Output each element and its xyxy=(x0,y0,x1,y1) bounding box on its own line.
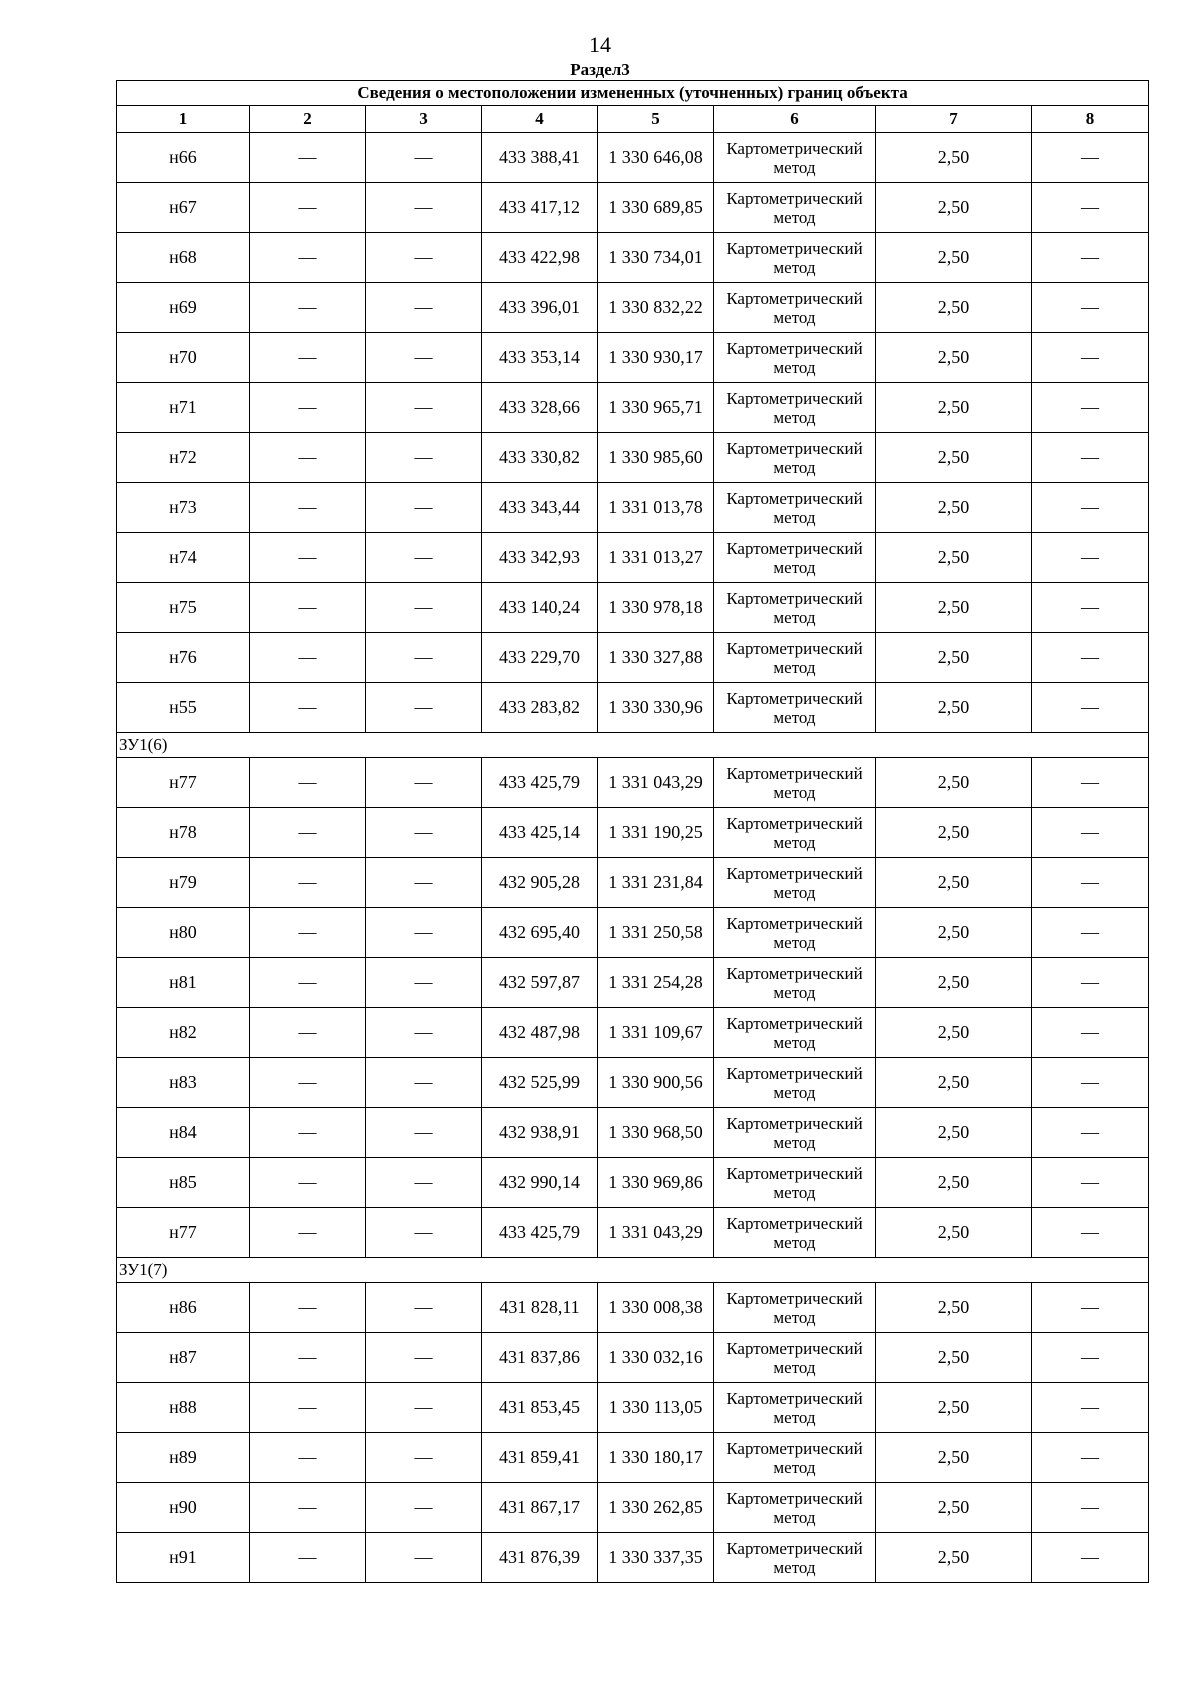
column-header: 8 xyxy=(1032,106,1149,133)
col2-cell: — xyxy=(250,1483,366,1533)
method-cell: Картометрический метод xyxy=(714,533,876,583)
method-cell: Картометрический метод xyxy=(714,1333,876,1383)
col2-cell: — xyxy=(250,1008,366,1058)
col8-cell: — xyxy=(1032,133,1149,183)
col8-cell: — xyxy=(1032,1383,1149,1433)
col8-cell: — xyxy=(1032,908,1149,958)
col8-cell: — xyxy=(1032,1433,1149,1483)
method-cell: Картометрический метод xyxy=(714,1383,876,1433)
y-coordinate-cell: 1 330 900,56 xyxy=(598,1058,714,1108)
y-coordinate-cell: 1 330 985,60 xyxy=(598,433,714,483)
col8-cell: — xyxy=(1032,1283,1149,1333)
y-coordinate-cell: 1 330 337,35 xyxy=(598,1533,714,1583)
col3-cell: — xyxy=(366,1158,482,1208)
x-coordinate-cell: 433 425,14 xyxy=(482,808,598,858)
y-coordinate-cell: 1 330 930,17 xyxy=(598,333,714,383)
point-name-cell: н91 xyxy=(117,1533,250,1583)
col8-cell: — xyxy=(1032,958,1149,1008)
table-row xyxy=(117,1433,1149,1483)
y-coordinate-cell: 1 331 250,58 xyxy=(598,908,714,958)
accuracy-cell: 2,50 xyxy=(876,1158,1032,1208)
method-cell: Картометрический метод xyxy=(714,758,876,808)
col2-cell: — xyxy=(250,808,366,858)
y-coordinate-cell: 1 330 978,18 xyxy=(598,583,714,633)
col2-cell: — xyxy=(250,758,366,808)
table-row xyxy=(117,533,1149,583)
x-coordinate-cell: 433 343,44 xyxy=(482,483,598,533)
method-cell: Картометрический метод xyxy=(714,1058,876,1108)
table-row xyxy=(117,433,1149,483)
col8-cell: — xyxy=(1032,1158,1149,1208)
column-header: 7 xyxy=(876,106,1032,133)
column-header: 2 xyxy=(250,106,366,133)
col2-cell: — xyxy=(250,908,366,958)
point-name-cell: н79 xyxy=(117,858,250,908)
y-coordinate-cell: 1 330 113,05 xyxy=(598,1383,714,1433)
accuracy-cell: 2,50 xyxy=(876,233,1032,283)
col3-cell: — xyxy=(366,958,482,1008)
col3-cell: — xyxy=(366,233,482,283)
accuracy-cell: 2,50 xyxy=(876,283,1032,333)
column-header-row xyxy=(117,106,1149,133)
accuracy-cell: 2,50 xyxy=(876,383,1032,433)
point-name-cell: н77 xyxy=(117,1208,250,1258)
col8-cell: — xyxy=(1032,758,1149,808)
accuracy-cell: 2,50 xyxy=(876,758,1032,808)
col3-cell: — xyxy=(366,483,482,533)
accuracy-cell: 2,50 xyxy=(876,1533,1032,1583)
x-coordinate-cell: 431 876,39 xyxy=(482,1533,598,1583)
accuracy-cell: 2,50 xyxy=(876,133,1032,183)
x-coordinate-cell: 432 695,40 xyxy=(482,908,598,958)
col2-cell: — xyxy=(250,483,366,533)
y-coordinate-cell: 1 330 965,71 xyxy=(598,383,714,433)
col3-cell: — xyxy=(366,283,482,333)
x-coordinate-cell: 431 837,86 xyxy=(482,1333,598,1383)
accuracy-cell: 2,50 xyxy=(876,1283,1032,1333)
col8-cell: — xyxy=(1032,283,1149,333)
y-coordinate-cell: 1 331 013,78 xyxy=(598,483,714,533)
accuracy-cell: 2,50 xyxy=(876,633,1032,683)
method-cell: Картометрический метод xyxy=(714,483,876,533)
col8-cell: — xyxy=(1032,333,1149,383)
method-cell: Картометрический метод xyxy=(714,583,876,633)
table-row xyxy=(117,683,1149,733)
col3-cell: — xyxy=(366,133,482,183)
point-name-cell: н82 xyxy=(117,1008,250,1058)
method-cell: Картометрический метод xyxy=(714,633,876,683)
coordinates-table xyxy=(116,80,1149,1583)
point-name-cell: н83 xyxy=(117,1058,250,1108)
point-name-cell: н77 xyxy=(117,758,250,808)
col2-cell: — xyxy=(250,183,366,233)
col3-cell: — xyxy=(366,1333,482,1383)
x-coordinate-cell: 432 905,28 xyxy=(482,858,598,908)
accuracy-cell: 2,50 xyxy=(876,433,1032,483)
x-coordinate-cell: 433 422,98 xyxy=(482,233,598,283)
method-cell: Картометрический метод xyxy=(714,283,876,333)
col3-cell: — xyxy=(366,183,482,233)
table-row xyxy=(117,1533,1149,1583)
col8-cell: — xyxy=(1032,1108,1149,1158)
col3-cell: — xyxy=(366,1208,482,1258)
y-coordinate-cell: 1 330 832,22 xyxy=(598,283,714,333)
x-coordinate-cell: 432 938,91 xyxy=(482,1108,598,1158)
point-name-cell: н90 xyxy=(117,1483,250,1533)
method-cell: Картометрический метод xyxy=(714,433,876,483)
table-row xyxy=(117,233,1149,283)
col2-cell: — xyxy=(250,1433,366,1483)
table-caption: Сведения о местоположении измененных (уточненных) границ объекта xyxy=(117,81,1149,106)
column-header: 4 xyxy=(482,106,598,133)
x-coordinate-cell: 431 867,17 xyxy=(482,1483,598,1533)
accuracy-cell: 2,50 xyxy=(876,183,1032,233)
accuracy-cell: 2,50 xyxy=(876,1058,1032,1108)
col2-cell: — xyxy=(250,1283,366,1333)
col3-cell: — xyxy=(366,858,482,908)
table-row xyxy=(117,333,1149,383)
point-name-cell: н76 xyxy=(117,633,250,683)
accuracy-cell: 2,50 xyxy=(876,1433,1032,1483)
col8-cell: — xyxy=(1032,858,1149,908)
col8-cell: — xyxy=(1032,433,1149,483)
col3-cell: — xyxy=(366,433,482,483)
table-body xyxy=(117,133,1149,1583)
col8-cell: — xyxy=(1032,483,1149,533)
y-coordinate-cell: 1 330 262,85 xyxy=(598,1483,714,1533)
x-coordinate-cell: 433 229,70 xyxy=(482,633,598,683)
group-row xyxy=(117,733,1149,758)
col2-cell: — xyxy=(250,533,366,583)
method-cell: Картометрический метод xyxy=(714,133,876,183)
table-row xyxy=(117,808,1149,858)
x-coordinate-cell: 431 828,11 xyxy=(482,1283,598,1333)
col3-cell: — xyxy=(366,333,482,383)
y-coordinate-cell: 1 331 254,28 xyxy=(598,958,714,1008)
point-name-cell: н80 xyxy=(117,908,250,958)
col2-cell: — xyxy=(250,1383,366,1433)
point-name-cell: н81 xyxy=(117,958,250,1008)
point-name-cell: н74 xyxy=(117,533,250,583)
col8-cell: — xyxy=(1032,1333,1149,1383)
col2-cell: — xyxy=(250,333,366,383)
x-coordinate-cell: 433 328,66 xyxy=(482,383,598,433)
group-label: ЗУ1(7) xyxy=(117,1258,1149,1283)
point-name-cell: н72 xyxy=(117,433,250,483)
table-row xyxy=(117,133,1149,183)
x-coordinate-cell: 433 396,01 xyxy=(482,283,598,333)
x-coordinate-cell: 433 388,41 xyxy=(482,133,598,183)
col2-cell: — xyxy=(250,1208,366,1258)
table-row xyxy=(117,1283,1149,1333)
x-coordinate-cell: 433 417,12 xyxy=(482,183,598,233)
y-coordinate-cell: 1 330 689,85 xyxy=(598,183,714,233)
col3-cell: — xyxy=(366,1108,482,1158)
x-coordinate-cell: 432 487,98 xyxy=(482,1008,598,1058)
x-coordinate-cell: 433 283,82 xyxy=(482,683,598,733)
table-row xyxy=(117,183,1149,233)
y-coordinate-cell: 1 330 968,50 xyxy=(598,1108,714,1158)
x-coordinate-cell: 433 342,93 xyxy=(482,533,598,583)
x-coordinate-cell: 432 597,87 xyxy=(482,958,598,1008)
table-row xyxy=(117,1383,1149,1433)
method-cell: Картометрический метод xyxy=(714,383,876,433)
table-row xyxy=(117,483,1149,533)
column-header: 1 xyxy=(117,106,250,133)
point-name-cell: н66 xyxy=(117,133,250,183)
method-cell: Картометрический метод xyxy=(714,958,876,1008)
col3-cell: — xyxy=(366,1533,482,1583)
col8-cell: — xyxy=(1032,383,1149,433)
table-row xyxy=(117,1483,1149,1533)
y-coordinate-cell: 1 331 109,67 xyxy=(598,1008,714,1058)
point-name-cell: н84 xyxy=(117,1108,250,1158)
point-name-cell: н55 xyxy=(117,683,250,733)
y-coordinate-cell: 1 330 008,38 xyxy=(598,1283,714,1333)
col2-cell: — xyxy=(250,383,366,433)
method-cell: Картометрический метод xyxy=(714,1158,876,1208)
y-coordinate-cell: 1 330 646,08 xyxy=(598,133,714,183)
point-name-cell: н87 xyxy=(117,1333,250,1383)
accuracy-cell: 2,50 xyxy=(876,483,1032,533)
method-cell: Картометрический метод xyxy=(714,683,876,733)
col3-cell: — xyxy=(366,1058,482,1108)
table-row xyxy=(117,283,1149,333)
col8-cell: — xyxy=(1032,633,1149,683)
accuracy-cell: 2,50 xyxy=(876,958,1032,1008)
accuracy-cell: 2,50 xyxy=(876,1108,1032,1158)
accuracy-cell: 2,50 xyxy=(876,583,1032,633)
group-label: ЗУ1(6) xyxy=(117,733,1149,758)
col2-cell: — xyxy=(250,1333,366,1383)
method-cell: Картометрический метод xyxy=(714,908,876,958)
col3-cell: — xyxy=(366,1383,482,1433)
x-coordinate-cell: 433 425,79 xyxy=(482,758,598,808)
method-cell: Картометрический метод xyxy=(714,183,876,233)
col8-cell: — xyxy=(1032,1008,1149,1058)
col8-cell: — xyxy=(1032,1058,1149,1108)
method-cell: Картометрический метод xyxy=(714,1208,876,1258)
accuracy-cell: 2,50 xyxy=(876,908,1032,958)
table-row xyxy=(117,1333,1149,1383)
accuracy-cell: 2,50 xyxy=(876,1333,1032,1383)
table-row xyxy=(117,908,1149,958)
col3-cell: — xyxy=(366,1008,482,1058)
method-cell: Картометрический метод xyxy=(714,333,876,383)
point-name-cell: н78 xyxy=(117,808,250,858)
col3-cell: — xyxy=(366,533,482,583)
table-row xyxy=(117,1158,1149,1208)
col2-cell: — xyxy=(250,1533,366,1583)
x-coordinate-cell: 433 353,14 xyxy=(482,333,598,383)
col2-cell: — xyxy=(250,433,366,483)
col2-cell: — xyxy=(250,1058,366,1108)
col8-cell: — xyxy=(1032,533,1149,583)
point-name-cell: н67 xyxy=(117,183,250,233)
y-coordinate-cell: 1 330 969,86 xyxy=(598,1158,714,1208)
accuracy-cell: 2,50 xyxy=(876,333,1032,383)
point-name-cell: н86 xyxy=(117,1283,250,1333)
table-row xyxy=(117,383,1149,433)
col8-cell: — xyxy=(1032,683,1149,733)
y-coordinate-cell: 1 331 043,29 xyxy=(598,1208,714,1258)
method-cell: Картометрический метод xyxy=(714,1533,876,1583)
col3-cell: — xyxy=(366,1283,482,1333)
accuracy-cell: 2,50 xyxy=(876,1483,1032,1533)
method-cell: Картометрический метод xyxy=(714,808,876,858)
col2-cell: — xyxy=(250,633,366,683)
x-coordinate-cell: 432 525,99 xyxy=(482,1058,598,1108)
y-coordinate-cell: 1 331 013,27 xyxy=(598,533,714,583)
x-coordinate-cell: 433 140,24 xyxy=(482,583,598,633)
col8-cell: — xyxy=(1032,1208,1149,1258)
method-cell: Картометрический метод xyxy=(714,233,876,283)
table-row xyxy=(117,1008,1149,1058)
point-name-cell: н75 xyxy=(117,583,250,633)
col2-cell: — xyxy=(250,283,366,333)
column-header: 3 xyxy=(366,106,482,133)
col8-cell: — xyxy=(1032,233,1149,283)
col2-cell: — xyxy=(250,1108,366,1158)
col2-cell: — xyxy=(250,683,366,733)
x-coordinate-cell: 431 859,41 xyxy=(482,1433,598,1483)
method-cell: Картометрический метод xyxy=(714,1433,876,1483)
table-row xyxy=(117,958,1149,1008)
y-coordinate-cell: 1 330 032,16 xyxy=(598,1333,714,1383)
y-coordinate-cell: 1 331 190,25 xyxy=(598,808,714,858)
accuracy-cell: 2,50 xyxy=(876,533,1032,583)
column-header: 6 xyxy=(714,106,876,133)
method-cell: Картометрический метод xyxy=(714,858,876,908)
point-name-cell: н68 xyxy=(117,233,250,283)
col2-cell: — xyxy=(250,133,366,183)
accuracy-cell: 2,50 xyxy=(876,1008,1032,1058)
col3-cell: — xyxy=(366,383,482,433)
y-coordinate-cell: 1 330 734,01 xyxy=(598,233,714,283)
table-row xyxy=(117,583,1149,633)
col8-cell: — xyxy=(1032,808,1149,858)
table-row xyxy=(117,1108,1149,1158)
col3-cell: — xyxy=(366,633,482,683)
col8-cell: — xyxy=(1032,1533,1149,1583)
col3-cell: — xyxy=(366,583,482,633)
y-coordinate-cell: 1 330 330,96 xyxy=(598,683,714,733)
column-header: 5 xyxy=(598,106,714,133)
page-number: 14 xyxy=(589,32,611,57)
table-row xyxy=(117,1058,1149,1108)
col2-cell: — xyxy=(250,858,366,908)
col3-cell: — xyxy=(366,1483,482,1533)
point-name-cell: н73 xyxy=(117,483,250,533)
point-name-cell: н89 xyxy=(117,1433,250,1483)
col3-cell: — xyxy=(366,683,482,733)
table-caption-row xyxy=(117,81,1149,106)
point-name-cell: н69 xyxy=(117,283,250,333)
col3-cell: — xyxy=(366,808,482,858)
col2-cell: — xyxy=(250,233,366,283)
col2-cell: — xyxy=(250,958,366,1008)
accuracy-cell: 2,50 xyxy=(876,858,1032,908)
col8-cell: — xyxy=(1032,583,1149,633)
group-row xyxy=(117,1258,1149,1283)
y-coordinate-cell: 1 331 043,29 xyxy=(598,758,714,808)
point-name-cell: н85 xyxy=(117,1158,250,1208)
accuracy-cell: 2,50 xyxy=(876,808,1032,858)
col3-cell: — xyxy=(366,1433,482,1483)
y-coordinate-cell: 1 330 180,17 xyxy=(598,1433,714,1483)
col2-cell: — xyxy=(250,583,366,633)
method-cell: Картометрический метод xyxy=(714,1483,876,1533)
point-name-cell: н88 xyxy=(117,1383,250,1433)
col8-cell: — xyxy=(1032,1483,1149,1533)
y-coordinate-cell: 1 331 231,84 xyxy=(598,858,714,908)
x-coordinate-cell: 433 330,82 xyxy=(482,433,598,483)
point-name-cell: н71 xyxy=(117,383,250,433)
x-coordinate-cell: 433 425,79 xyxy=(482,1208,598,1258)
table-row xyxy=(117,633,1149,683)
table-row xyxy=(117,858,1149,908)
method-cell: Картометрический метод xyxy=(714,1008,876,1058)
col2-cell: — xyxy=(250,1158,366,1208)
col3-cell: — xyxy=(366,758,482,808)
x-coordinate-cell: 431 853,45 xyxy=(482,1383,598,1433)
accuracy-cell: 2,50 xyxy=(876,1208,1032,1258)
method-cell: Картометрический метод xyxy=(714,1283,876,1333)
method-cell: Картометрический метод xyxy=(714,1108,876,1158)
x-coordinate-cell: 432 990,14 xyxy=(482,1158,598,1208)
accuracy-cell: 2,50 xyxy=(876,1383,1032,1433)
col8-cell: — xyxy=(1032,183,1149,233)
accuracy-cell: 2,50 xyxy=(876,683,1032,733)
table-row xyxy=(117,1208,1149,1258)
table-row xyxy=(117,758,1149,808)
section-title: Раздел3 xyxy=(570,60,630,79)
y-coordinate-cell: 1 330 327,88 xyxy=(598,633,714,683)
col3-cell: — xyxy=(366,908,482,958)
point-name-cell: н70 xyxy=(117,333,250,383)
